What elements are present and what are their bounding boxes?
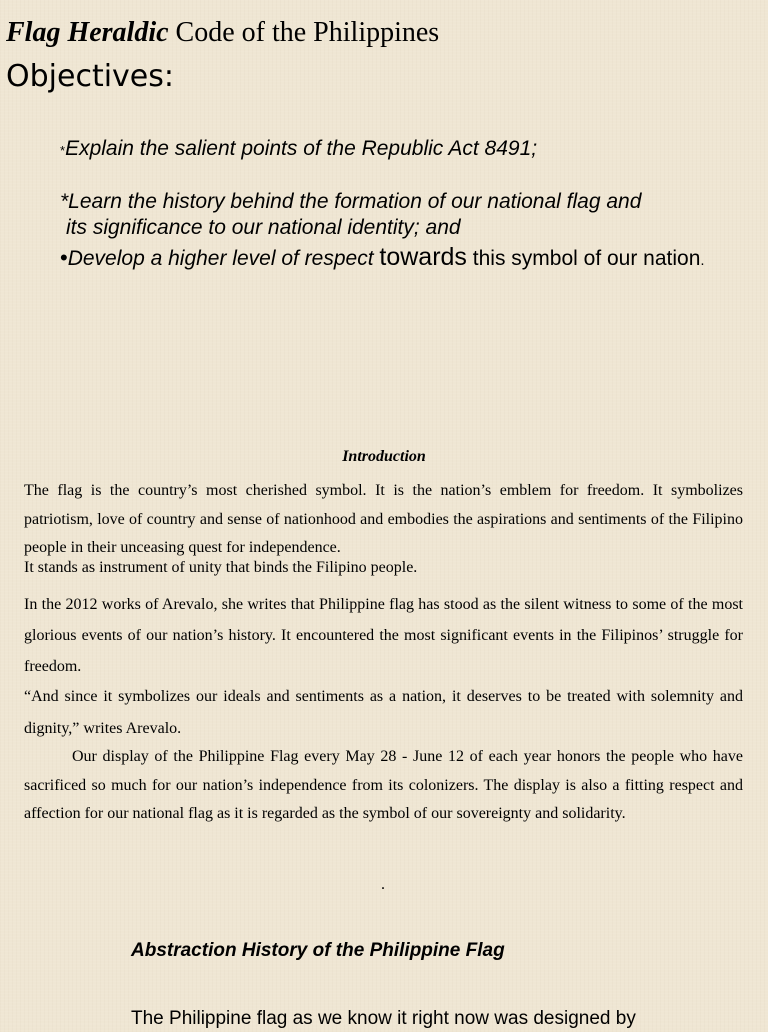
objective-item-3: [60, 244, 705, 274]
introduction-paragraph-2: In the 2012 works of Arevalo, she writes that Philippine flag has stood as the silent witness to some of the most glorious events of our nation’s history. It encountered the most significant events in the Filipinos’ struggle for freedom.: [24, 596, 743, 675]
introduction-paragraph-1: The flag is the country’s most cherished symbol. It is the nation’s emblem for freedom. It symbolizes patriotism, love of country and sense of nationhood and embodies the aspirations and sentiments of the Filipino people in their unceasing quest for independence.: [24, 482, 743, 556]
title-highlight: Flag Heraldic: [6, 17, 169, 48]
abstraction-heading: Abstraction History of the Philippine Flag: [131, 940, 505, 961]
objective-3-end: .: [700, 252, 705, 269]
objective-3-emphasis: towards: [379, 243, 467, 271]
introduction-paragraph-4-text: Our display of the Philippine Flag every May 28 - June 12 of each year honors the people who have sacrificed so much for our nation’s independence from its colonizers. The display is also a fitting respect and affection for our national flag as it is regarded as the symbol of our sovereignty and solidarity.: [24, 748, 743, 822]
introduction-paragraph-1b: It stands as instrument of unity that binds the Filipino people.: [24, 559, 418, 576]
bullet-icon: •: [60, 245, 68, 270]
abstraction-text: The Philippine flag as we know it right now was designed by: [131, 1008, 636, 1029]
introduction-paragraph-3: “And since it symbolizes our ideals and sentiments as a nation, it deserves to be treated with solemnity and dignity,” writes Arevalo.: [24, 688, 743, 737]
objectives-heading: Objectives:: [6, 59, 174, 94]
objective-3-part-1: Develop a higher level of respect: [67, 247, 380, 270]
introduction-paragraph-4: [24, 743, 743, 829]
separator-dot: .: [381, 876, 385, 893]
objective-1-text: Explain the salient points of the Republic Act 8491;: [65, 137, 538, 160]
objective-item-2-line-2: its significance to our national identity; and: [66, 216, 461, 239]
title-rest: Code of the Philippines: [168, 17, 440, 48]
objective-item-1: [60, 136, 537, 164]
objective-1-marker: *: [60, 143, 66, 158]
objective-item-2-line-1: *Learn the history behind the formation of our national flag and: [60, 190, 642, 213]
document-title: [6, 14, 439, 52]
introduction-heading: Introduction: [342, 448, 426, 465]
objective-3-part-2: this symbol of our nation: [466, 247, 701, 270]
